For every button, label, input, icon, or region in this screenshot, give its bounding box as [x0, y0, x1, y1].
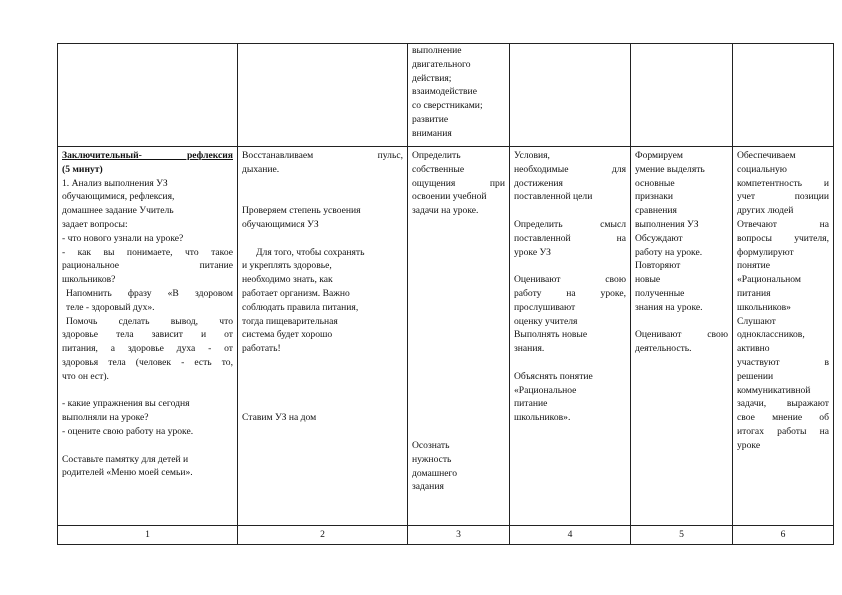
text-line: социальную [737, 163, 787, 175]
spacer [242, 177, 403, 205]
text-line: обучающимися УЗ [242, 218, 319, 230]
column-number: 2 [238, 526, 408, 545]
column-number: 4 [510, 526, 631, 545]
text-line: «Рациональном [737, 274, 801, 286]
cell-learning-actions [408, 147, 510, 526]
cell-r1-c2 [238, 44, 408, 147]
text-line: тогда пищеварительная [242, 315, 338, 327]
text-line: нужность [412, 453, 452, 465]
text-line: компетентность и [737, 177, 829, 189]
text-line: собственные [412, 163, 465, 175]
cell-stage-description [58, 147, 238, 526]
text-line: соблюдать правила питания, [242, 301, 359, 313]
text-line: работу на уроке. [635, 246, 703, 258]
text-line: необходимо знать, как [242, 274, 333, 286]
text-line: домашнее задание Учитель [62, 205, 174, 217]
table-row-continued [58, 44, 834, 147]
text-line: задания [412, 481, 444, 493]
text-line: уроке [737, 439, 761, 451]
text-line: здоровья тела (человек - есть то, [62, 356, 233, 368]
text-line: ощущения при [412, 177, 505, 189]
text-line: поставленной цели [514, 191, 593, 203]
text-line: взаимодействие [412, 86, 477, 98]
text-line: дыхание. [242, 163, 280, 175]
text-line: знания. [514, 343, 545, 355]
text-line: участвуют в [737, 356, 829, 368]
text-line: признаки [635, 191, 674, 203]
text-line: активно [737, 343, 770, 355]
text-line: школьников? [62, 274, 116, 286]
text-line: одноклассников, [737, 329, 805, 341]
text-line: Условия, [514, 150, 550, 161]
column-number: 3 [408, 526, 510, 545]
text-line: питание [514, 398, 548, 410]
text-line: Ставим УЗ на дом [242, 412, 317, 424]
stage-title: Заключительный- рефлексия [62, 150, 233, 161]
text-line: решении [737, 370, 774, 382]
text-line: деятельность. [635, 343, 692, 355]
text-line: Для того, чтобы сохранять [256, 246, 365, 258]
text-line: задачи на уроке. [412, 205, 479, 217]
text-line: внимания [412, 127, 452, 139]
text-line: Осознать [412, 439, 450, 451]
text-line: родителей «Меню моей семьи». [62, 467, 193, 479]
spacer [242, 356, 403, 384]
text-line: Оценивают свою [635, 329, 728, 341]
text-line: Восстанавливаем пульс, [242, 150, 403, 161]
lesson-plan-table [57, 43, 834, 545]
text-line: теле - здоровый дух». [66, 301, 155, 313]
cell-teacher-activity [238, 147, 408, 526]
text-line: оценку учителя [514, 315, 578, 327]
cell-cognitive-results [510, 147, 631, 526]
text-line: здоровье тела зависит и от [62, 329, 233, 341]
text-line: Выполнять новые [514, 329, 588, 341]
text-line: что он ест). [62, 370, 109, 382]
text-line: со сверстниками; [412, 100, 483, 112]
text-line: школьников» [737, 301, 791, 313]
text-line: - как вы понимаете, что такое [62, 246, 233, 258]
text-line: Повторяют [635, 260, 681, 272]
text-line: выполнения УЗ [635, 218, 699, 230]
text-line: вопросы учителя, [737, 232, 829, 244]
text-line: Определить смысл [514, 218, 626, 230]
text-line: Формируем [635, 150, 683, 161]
text-line: питания, а здоровье духа - от [62, 343, 233, 355]
text-line: уроке УЗ [514, 246, 551, 258]
spacer [635, 315, 728, 329]
text-line: работу на уроке, [514, 287, 626, 299]
spacer [514, 259, 626, 273]
text-line: двигательного [412, 58, 471, 70]
text-line: действия; [412, 72, 452, 84]
text-line: - какие упражнения вы сегодня [62, 398, 190, 410]
text-line: необходимые для [514, 163, 626, 175]
text-line: поставленной на [514, 232, 626, 244]
text-line: освоении учебной [412, 191, 487, 203]
text-line: Обсуждают [635, 232, 683, 244]
cell-r1-c3 [408, 44, 510, 147]
text-line: достижения [514, 177, 563, 189]
text-line: питания [737, 287, 771, 299]
text-line: задает вопросы: [62, 218, 128, 230]
text-line: - оцените свою работу на уроке. [62, 425, 194, 437]
text-line: выполняли на уроке? [62, 412, 149, 424]
text-line: домашнего [412, 467, 458, 479]
text-line: сравнения [635, 205, 677, 217]
text-line: прослушивают [514, 301, 576, 313]
text-line: новые [635, 274, 661, 286]
spacer [62, 384, 233, 398]
text-line: Помочь сделать вывод, что [66, 315, 233, 327]
text-line: Слушают [737, 315, 776, 327]
text-line: задачи, выражают [737, 398, 829, 410]
text-line: знания на уроке. [635, 301, 703, 313]
text-line: итогах работы на [737, 425, 829, 437]
text-line: Проверяем степень усвоения [242, 205, 361, 217]
text-line: понятие [737, 260, 771, 272]
table-row-column-numbers [58, 526, 834, 545]
text-line: 1. Анализ выполнения УЗ [62, 177, 168, 189]
text-line: работать! [242, 343, 281, 355]
text-line: формулируют [737, 246, 794, 258]
spacer [62, 439, 233, 453]
spacer [514, 204, 626, 218]
spacer [242, 232, 403, 246]
cell-r1-c1 [58, 44, 238, 147]
text-line: развитие [412, 113, 449, 125]
text-line: «Рациональное [514, 384, 577, 396]
text-line: - что нового узнали на уроке? [62, 232, 184, 244]
text-line: рациональное питание [62, 260, 233, 272]
spacer [242, 384, 403, 412]
text-line: коммуникативной [737, 384, 811, 396]
text-line: других людей [737, 205, 794, 217]
text-line: обучающимися, рефлексия, [62, 191, 175, 203]
text-line: система будет хорошо [242, 329, 333, 341]
text-line: умение выделять [635, 163, 705, 175]
text-line: Определить [412, 150, 461, 161]
column-number: 6 [733, 526, 834, 545]
text-line: Отвечают на [737, 218, 829, 230]
cell-communicative-results [733, 147, 834, 526]
text-line: Объяснять понятие [514, 370, 593, 382]
text-line: и укреплять здоровье, [242, 260, 332, 272]
cell-regulatory-results [631, 147, 733, 526]
stage-duration: (5 минут) [62, 163, 103, 175]
text-line: Напомнить фразу «В здоровом [66, 287, 233, 299]
text-line: работает организм. Важно [242, 287, 350, 299]
cell-r1-c6 [733, 44, 834, 147]
text-line: Составьте памятку для детей и [62, 453, 189, 465]
text-line: Обеспечиваем [737, 150, 796, 161]
cell-r1-c5 [631, 44, 733, 147]
text-line: свое мнение об [737, 412, 829, 424]
text-line: учет позиции [737, 191, 829, 203]
spacer [514, 356, 626, 370]
cell-r1-c4 [510, 44, 631, 147]
text-line: выполнение [412, 45, 462, 56]
spacer [412, 218, 505, 439]
text-line: полученные [635, 287, 685, 299]
text-line: Оценивают свою [514, 274, 626, 286]
column-number: 5 [631, 526, 733, 545]
text-line: основные [635, 177, 675, 189]
table-row-reflection-stage [58, 147, 834, 526]
column-number: 1 [58, 526, 238, 545]
text-line: школьников». [514, 412, 571, 424]
